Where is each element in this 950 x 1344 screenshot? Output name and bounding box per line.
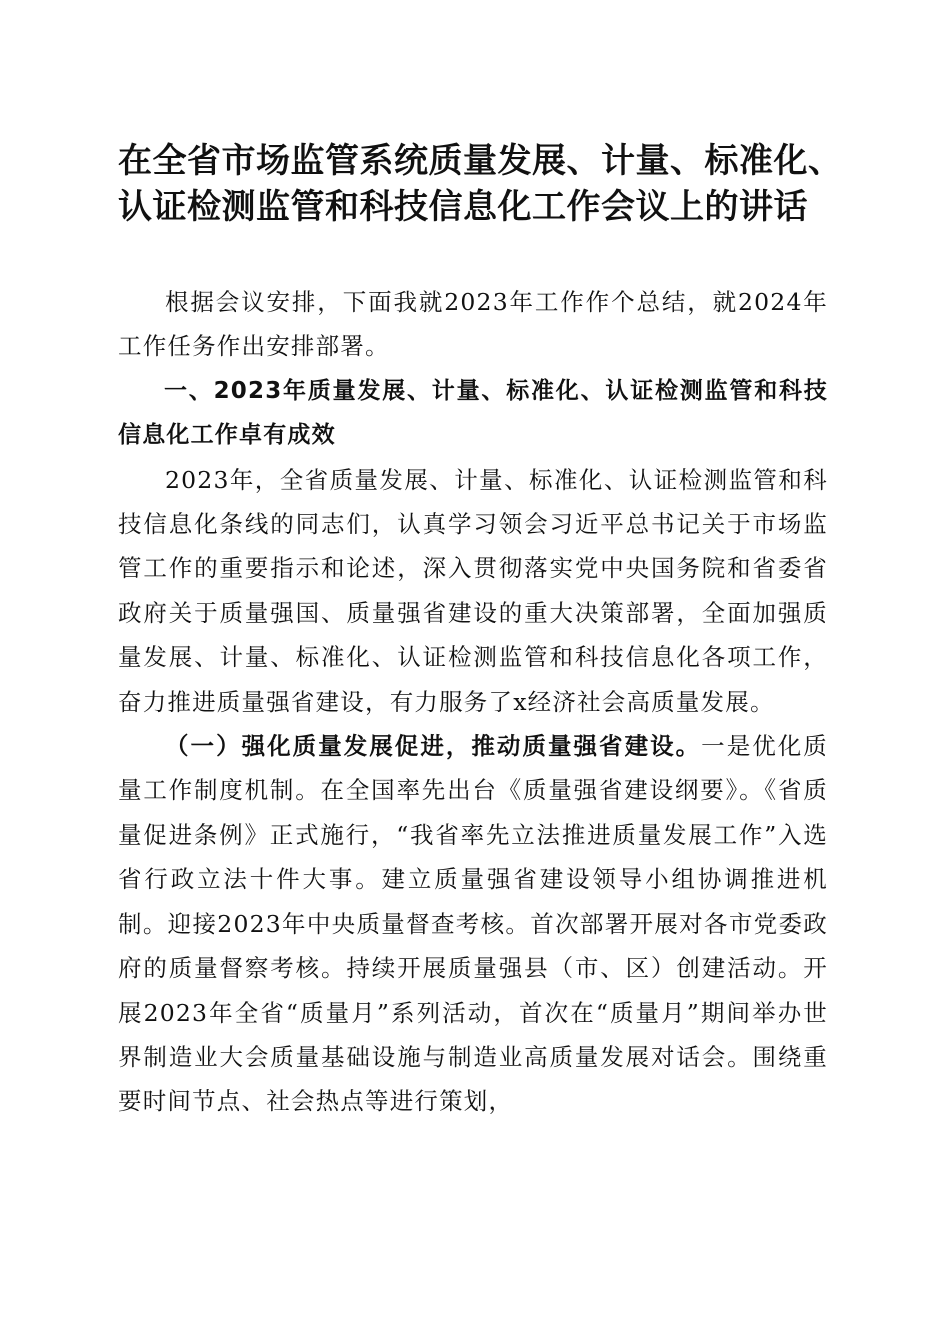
intro-paragraph: 根据会议安排，下面我就2023年工作作个总结，就2024年工作任务作出安排部署。 — [118, 288, 828, 361]
document-title — [118, 138, 848, 230]
title-line-2: 认证检测监管和科技信息化工作会议上的讲话 — [118, 187, 808, 227]
summary-paragraph: 2023年，全省质量发展、计量、标准化、认证检测监管和科技信息化条线的同志们，认真学习领会习近平总书记关于市场监管工作的重要指示和论述，深入贯彻落实党中央国务院和省委省政府关于质量强国、质量强省建设的重大决策部署，全面加强质量发展、计量、标准化、认证检测监管和科技信息化各项工作，奋力推进质量强省建设，有力服务了x经济社会高质量发展。 — [118, 465, 828, 716]
subsection-paragraph-1 — [118, 724, 828, 1124]
title-line-1: 在全省市场监管系统质量发展、计量、标准化、 — [118, 141, 843, 181]
section-heading-1: 一、2023年质量发展、计量、标准化、认证检测监管和科技信息化工作卓有成效 — [118, 377, 828, 449]
subsection-heading-1: （一）强化质量发展促进，推动质量强省建设。 — [165, 732, 702, 761]
document-body — [118, 280, 828, 1124]
subsection-text-1: 一是优化质量工作制度机制。在全国率先出台《质量强省建设纲要》。《省质量促进条例》正式施行，“我省率先立法推进质量发展工作”入选省行政立法十件大事。建立质量强省建设领导小组协调推进机制。迎接2023年中央质量督查考核。首次部署开展对各市党委政府的质量督察考核。持续开展质量强县（市、区）创建活动。开展2023年全省“质量月”系列活动，首次在“质量月”期间举办世界制造业大会质量基础设施与制造业高质量发展对话会。围绕重要时间节点、社会热点等进行策划， — [118, 732, 828, 1116]
